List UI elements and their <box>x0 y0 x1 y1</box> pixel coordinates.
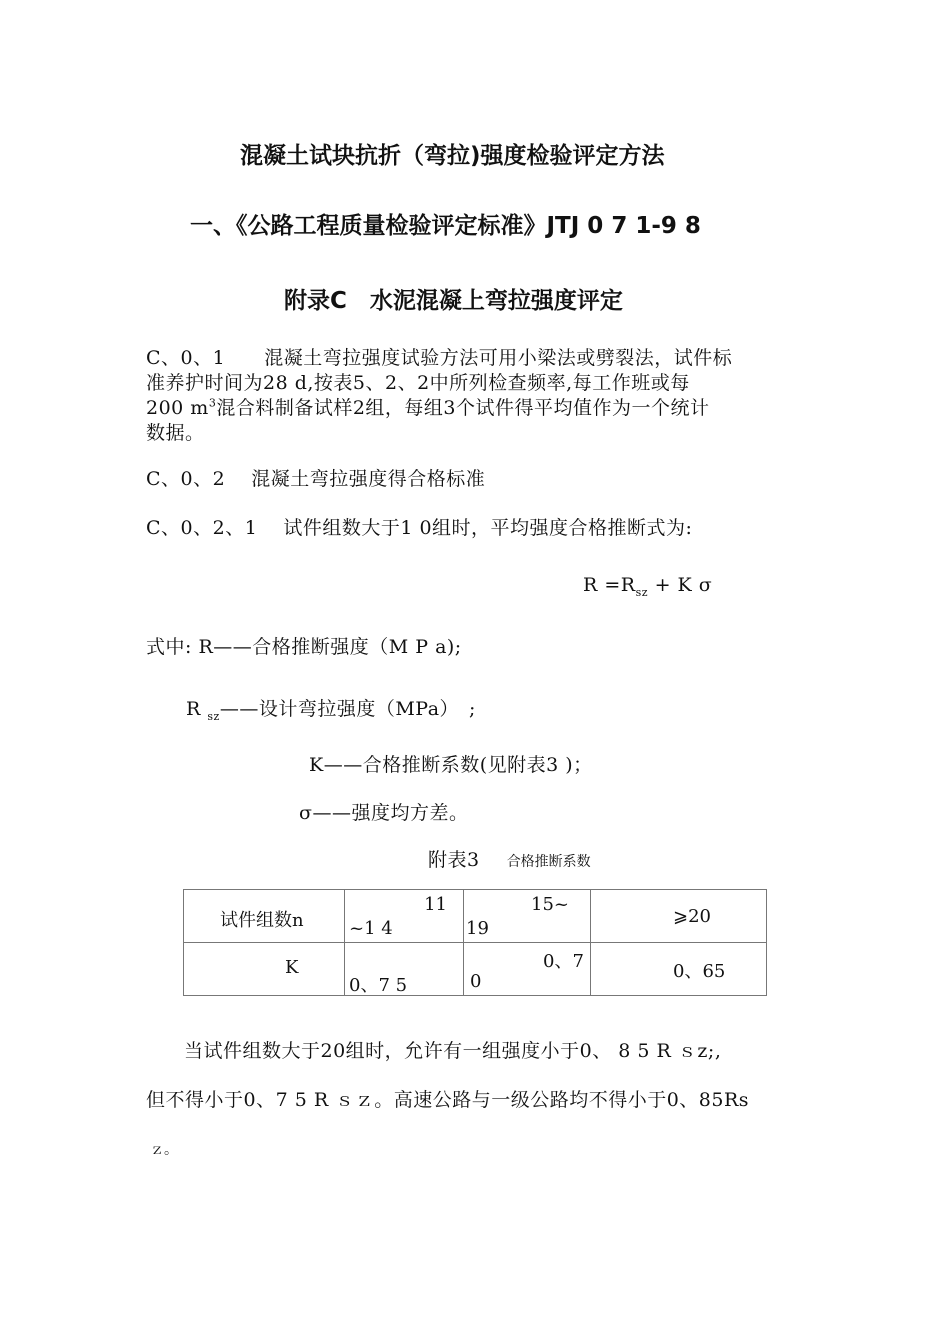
c021-text: C、0、2、1 试件组数大于1 0组时，平均强度合格推断式为: <box>146 517 693 539</box>
table-caption-sub: 合格推断系数 <box>506 854 591 870</box>
formula-sub: sz <box>635 585 649 599</box>
final-line1: 当试件组数大于20组时，允许有一组强度小于0、 8 5 R ｓz;, <box>184 1040 722 1062</box>
row-label: 试件组数n <box>220 910 304 931</box>
table-cell <box>184 943 345 996</box>
where-line3: K——合格推断系数(见附表3 )； <box>309 754 593 776</box>
c01-line4: 数据。 <box>146 422 205 444</box>
table-cell <box>591 943 767 996</box>
where-line2 <box>186 694 476 723</box>
where-line2-b: ——设计弯拉强度（MPa） ; <box>219 698 476 720</box>
formula-left: R =R <box>583 574 636 596</box>
cell-text: 11 <box>424 894 447 915</box>
c01-line3 <box>146 393 710 420</box>
final-line2: 但不得小于0、7 5 R ｓｚ。高速公路与一级公路均不得小于0、85Rs <box>146 1089 750 1111</box>
table-row <box>184 890 767 943</box>
where-line4: σ——强度均方差。 <box>299 802 469 824</box>
cell-text: 19 <box>466 918 489 939</box>
row-label: K <box>285 957 299 978</box>
formula <box>583 574 712 599</box>
table-cell <box>345 943 464 996</box>
c01-line2: 准养护时间为28 d,按表5、2、2中所列检查频率,每工作班或每 <box>146 372 690 394</box>
table-row <box>184 943 767 996</box>
table-cell <box>184 890 345 943</box>
coefficient-table <box>183 889 767 996</box>
c01-line3-a: 200 m <box>146 397 209 419</box>
table-cell <box>464 890 591 943</box>
cell-text: 0、7 <box>543 951 584 972</box>
where-line2-sub: sz <box>207 709 220 723</box>
final-line3: ｚ。 <box>150 1142 178 1158</box>
c01-line3-sup: 3 <box>208 396 217 410</box>
where-line1: 式中: R——合格推断强度（M P a); <box>146 636 462 658</box>
c01-line3-b: 混合料制备试样2组，每组3个试件得平均值作为一个统计 <box>216 397 710 419</box>
table-cell <box>464 943 591 996</box>
table-caption <box>428 845 591 872</box>
cell-text: 0、65 <box>673 961 726 982</box>
formula-right: + K σ <box>648 574 713 596</box>
table-cell <box>345 890 464 943</box>
cell-text: 0、7 5 <box>349 975 408 996</box>
table-caption-main: 附表3 <box>428 849 480 871</box>
cell-text: 15~ <box>531 894 569 915</box>
where-line2-a: R <box>186 698 208 720</box>
c01-line1: C、0、1 混凝土弯拉强度试验方法可用小梁法或劈裂法，试件标 <box>146 347 733 369</box>
cell-text: 0 <box>470 971 482 992</box>
section-heading: 一、《公路工程质量检验评定标准》JTJ 0 7 1-9 8 <box>190 213 701 239</box>
cell-text: ~1 4 <box>349 918 393 939</box>
cell-text: ⩾20 <box>673 906 711 927</box>
appendix-heading: 附录C 水泥混凝上弯拉强度评定 <box>284 288 623 314</box>
document-title: 混凝土试块抗折（弯拉)强度检验评定方法 <box>240 143 665 169</box>
c02-heading: C、0、2 混凝土弯拉强度得合格标准 <box>146 468 486 490</box>
table-cell <box>591 890 767 943</box>
